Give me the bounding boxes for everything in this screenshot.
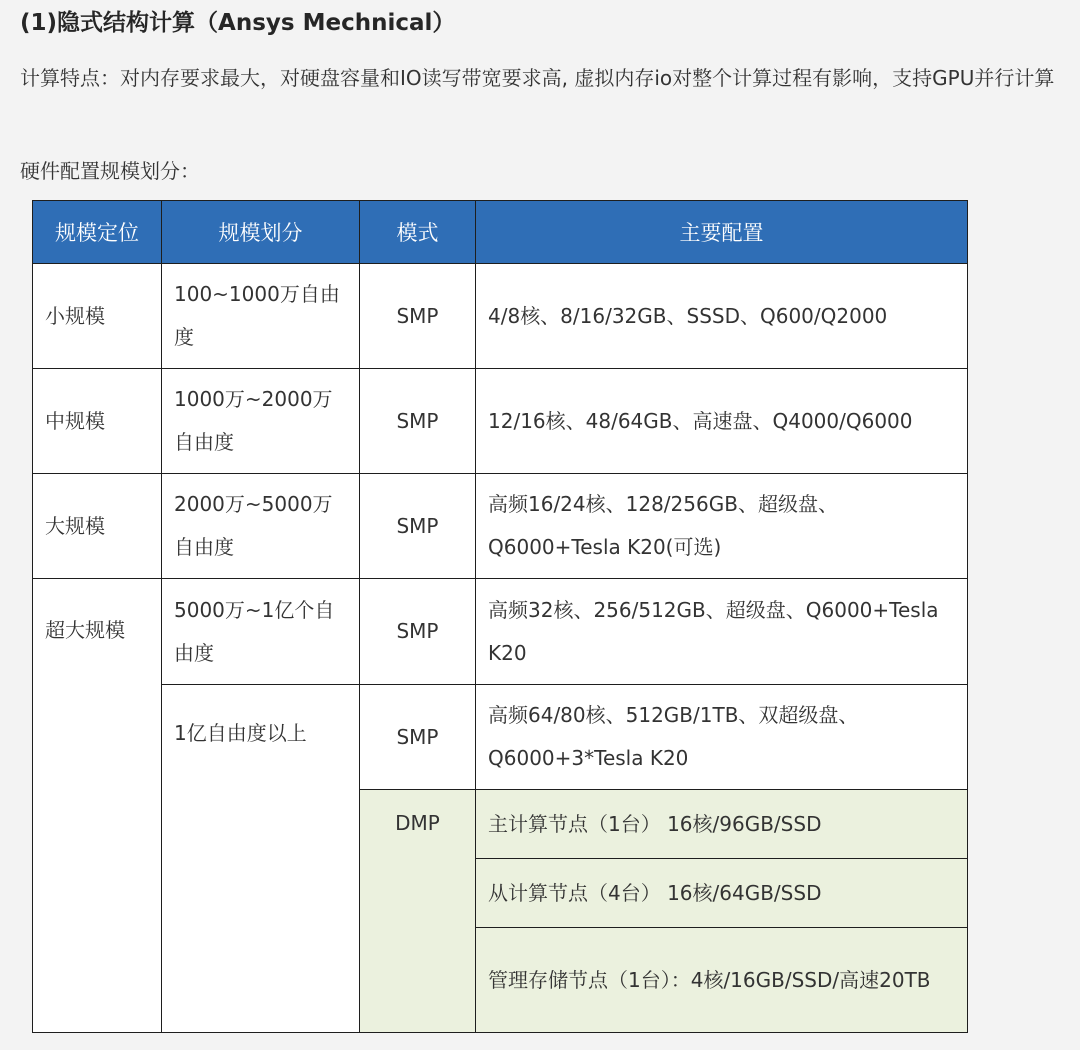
table-header-row (33, 201, 968, 264)
cell-config: 高频16/24核、128/256GB、超级盘、Q6000+Tesla K20(可选) (476, 474, 968, 579)
cell-range: 1000万~2000万自由度 (162, 369, 360, 474)
table-row (33, 685, 968, 790)
cell-config: 高频64/80核、512GB/1TB、双超级盘、Q6000+3*Tesla K20 (476, 685, 968, 790)
cell-range: 5000万~1亿个自由度 (162, 579, 360, 685)
cell-scale-text: 超大规模 (45, 618, 125, 642)
cell-mode: DMP (360, 790, 476, 1033)
table-row (33, 579, 968, 685)
cell-range: 100~1000万自由度 (162, 264, 360, 369)
cell-config: 主计算节点（1台） 16核/96GB/SSD (476, 790, 968, 859)
cell-mode: SMP (360, 579, 476, 685)
cell-config: 12/16核、48/64GB、高速盘、Q4000/Q6000 (476, 369, 968, 474)
cell-config: 4/8核、8/16/32GB、SSSD、Q600/Q2000 (476, 264, 968, 369)
cell-scale: 小规模 (33, 264, 162, 369)
header-scale-position: 规模定位 (33, 201, 162, 264)
header-scale-range: 规模划分 (162, 201, 360, 264)
cell-range: 2000万~5000万自由度 (162, 474, 360, 579)
cell-scale: 中规模 (33, 369, 162, 474)
hardware-config-table (32, 200, 968, 1033)
cell-scale: 大规模 (33, 474, 162, 579)
table-row (33, 369, 968, 474)
cell-config: 从计算节点（4台） 16核/64GB/SSD (476, 859, 968, 928)
features-paragraph: 计算特点：对内存要求最大，对硬盘容量和IO读写带宽要求高, 虚拟内存io对整个计算过程有影响，支持GPU并行计算 (20, 66, 1055, 90)
hardware-config-label: 硬件配置规模划分： (20, 159, 200, 183)
cell-mode: SMP (360, 264, 476, 369)
cell-mode: SMP (360, 369, 476, 474)
cell-mode: SMP (360, 685, 476, 790)
cell-mode: SMP (360, 474, 476, 579)
section-title: (1)隐式结构计算（Ansys Mechnical） (20, 10, 456, 36)
cell-scale (33, 579, 162, 1033)
table-row (33, 474, 968, 579)
cell-config: 高频32核、256/512GB、超级盘、Q6000+Tesla K20 (476, 579, 968, 685)
table-row (33, 264, 968, 369)
cell-range: 1亿自由度以上 (162, 685, 360, 1033)
header-main-config: 主要配置 (476, 201, 968, 264)
cell-config: 管理存储节点（1台）：4核/16GB/SSD/高速20TB (476, 928, 968, 1033)
header-mode: 模式 (360, 201, 476, 264)
